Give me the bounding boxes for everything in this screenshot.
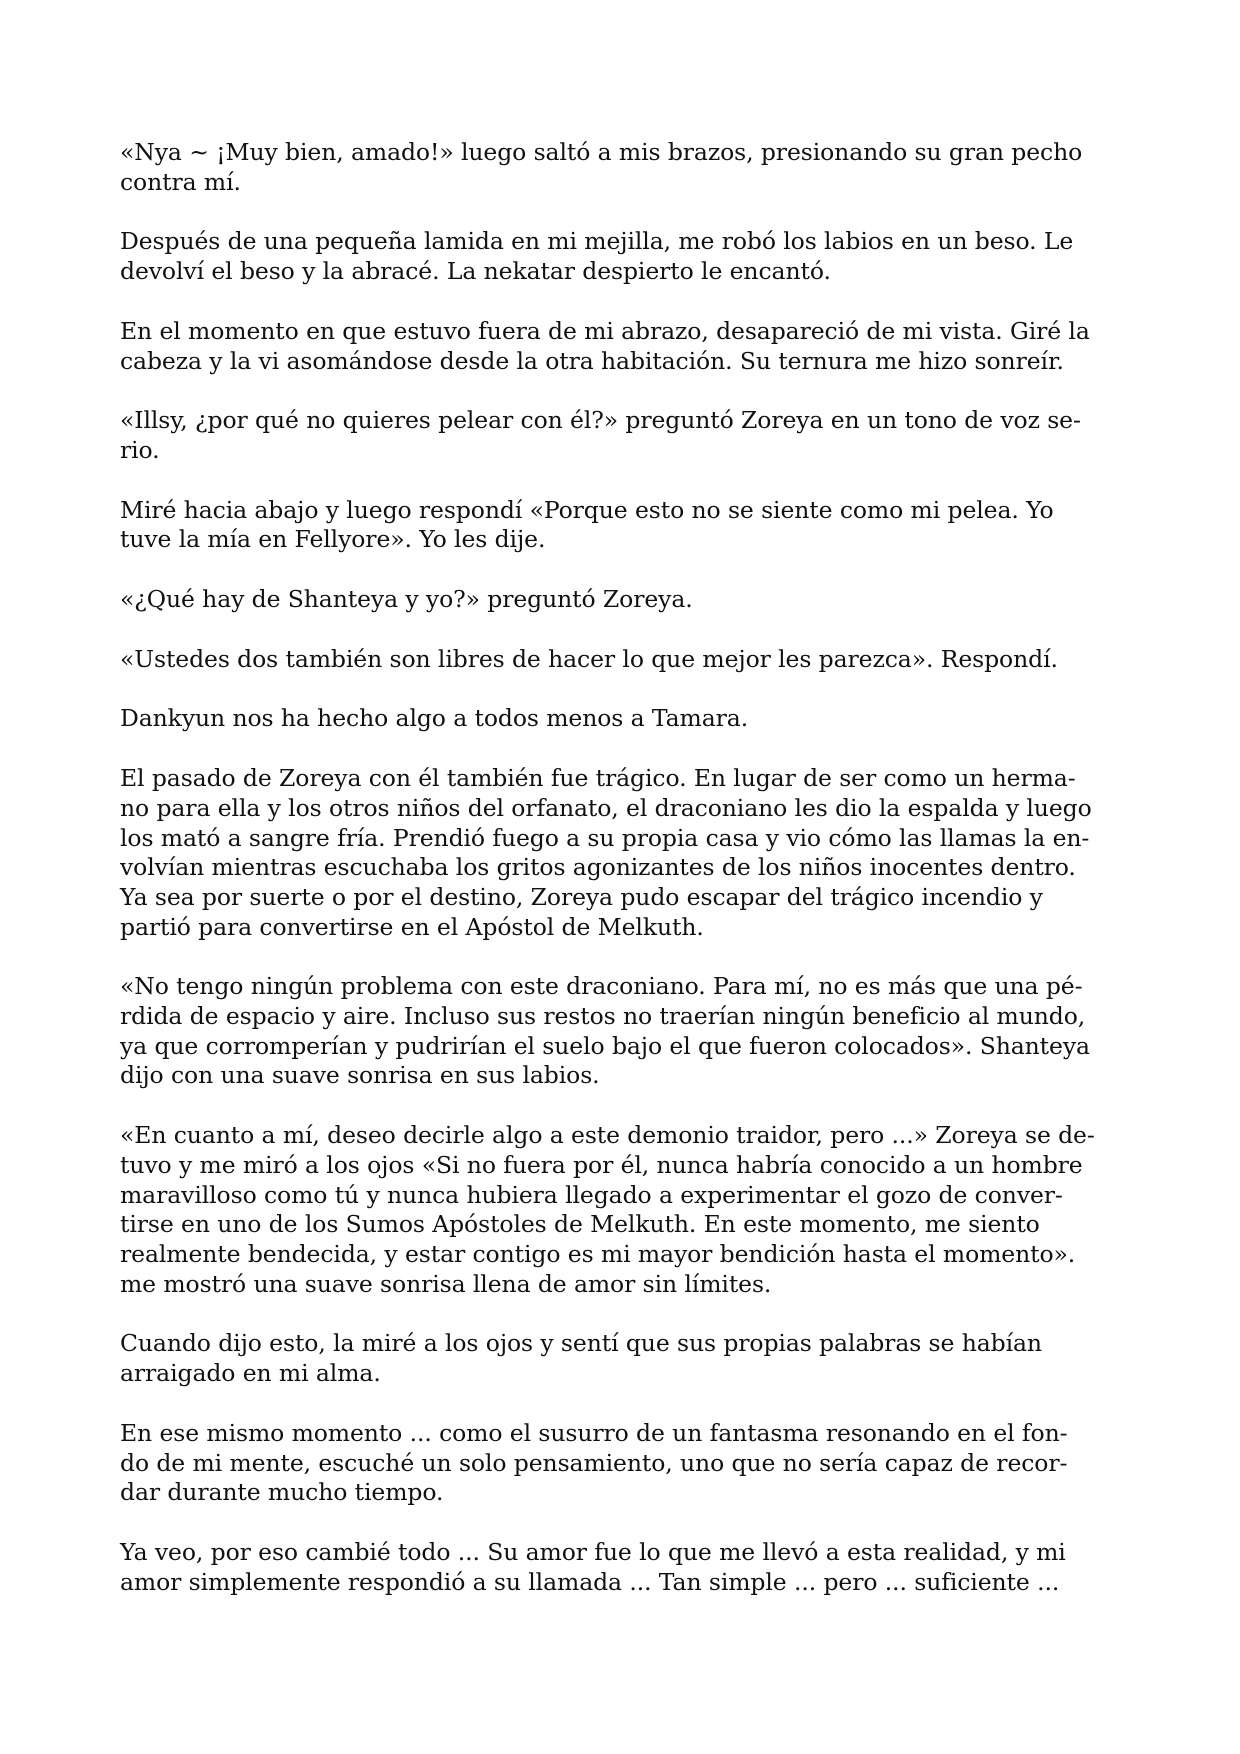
paragraph: Dankyun nos ha hecho algo a todos menos a Tamara. xyxy=(120,704,749,733)
paragraph: Ya veo, por eso cambié todo ... Su amor fue lo que me llevó a esta realidad, y mi amor simplemente respondió a su llamada ... Tan simple ... pero ... suficiente ... xyxy=(120,1537,1066,1596)
paragraph: Cuando dijo esto, la miré a los ojos y sentí que sus propias palabras se habían arraigado en mi alma. xyxy=(120,1329,1042,1388)
paragraph: En el momento en que estuvo fuera de mi abrazo, desapareció de mi vista. Giré la cabeza y la vi asomándose desde la otra habitación. Su ternura me hizo sonreír. xyxy=(120,316,1090,375)
paragraph: Después de una pequeña lamida en mi mejilla, me robó los labios en un beso. Le devolví el beso y la abracé. La nekatar despierto le encantó. xyxy=(120,227,1074,286)
paragraph: En ese mismo momento ... como el susurro de un fantasma resonando en el fon- do de mi mente, escuché un solo pensamiento, uno que no sería capaz de recor- dar durante mucho tiempo. xyxy=(120,1418,1068,1507)
paragraph: El pasado de Zoreya con él también fue trágico. En lugar de ser como un herma- no para ella y los otros niños del orfanato, el draconiano les dio la espalda y luego los mató a sangre fría. Prendió fuego a su propia casa y vio cómo las llamas la en- volvían mientras escuchaba los gritos agonizantes de los niños inocentes dentro. Ya sea por suerte o por el destino, Zoreya pudo escapar del trágico incendio y partió para convertirse en el Apóstol de Melkuth. xyxy=(120,764,1092,941)
paragraph: «¿Qué hay de Shanteya y yo?» preguntó Zoreya. xyxy=(120,585,693,614)
paragraph: «Ustedes dos también son libres de hacer lo que mejor les parezca». Respondí. xyxy=(120,644,1058,673)
paragraph: «En cuanto a mí, deseo decirle algo a este demonio traidor, pero ...» Zoreya se de- tuvo y me miró a los ojos «Si no fuera por él, nunca habría conocido a un hombre maravilloso como tú y nunca hubiera llegado a experimentar el gozo de conver- tirse en uno de los Sumos Apóstoles de Melkuth. En este momento, me siento realmente bendecida, y estar contigo es mi mayor bendición hasta el momento». me mostró una suave sonrisa llena de amor sin límites. xyxy=(120,1121,1095,1298)
paragraph: «Nya ~ ¡Muy bien, amado!» luego saltó a mis brazos, presionando su gran pecho contra mí. xyxy=(120,138,1083,196)
paragraph: Miré hacia abajo y luego respondí «Porque esto no se siente como mi pelea. Yo tuve la mía en Fellyore». Yo les dije. xyxy=(120,495,1054,554)
document-page xyxy=(120,138,1124,1627)
paragraph: «Illsy, ¿por qué no quieres pelear con él?» preguntó Zoreya en un tono de voz se- rio. xyxy=(120,406,1081,464)
paragraph: «No tengo ningún problema con este draconiano. Para mí, no es más que una pé- rdida de espacio y aire. Incluso sus restos no traerían ningún beneficio al mundo, ya que corromperían y pudrirían el suelo bajo el que fueron colocados». Shanteya dijo con una suave sonrisa en sus labios. xyxy=(120,972,1090,1090)
